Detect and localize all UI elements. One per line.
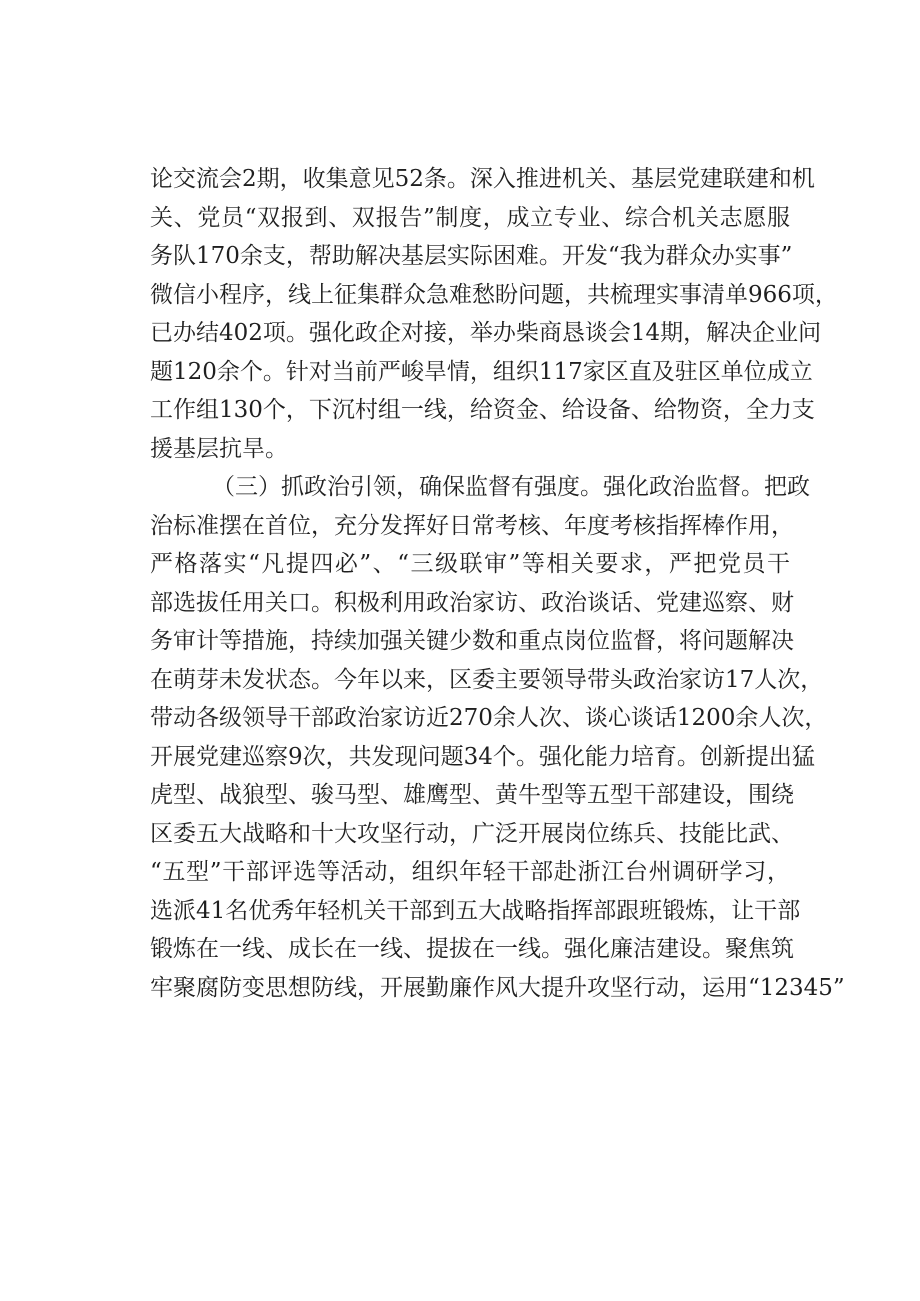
paragraph-2 [150, 468, 845, 1007]
text-line: 已办结402项。强化政企对接，举办柴商恳谈会14期，解决企业问 [150, 320, 822, 346]
text-line: 在萌芽未发状态。今年以来，区委主要领导带头政治家访17人次， [150, 666, 824, 693]
text-line: “五型”干部评选等活动，组织年轻干部赴浙江台州调研学习， [150, 859, 790, 885]
text-line: 援基层抗旱。 [150, 435, 288, 462]
text-line: 题120余个。针对当前严峻旱情，组织117家区直及驻区单位成立 [150, 358, 813, 385]
text-line: 带动各级领导干部政治家访近270余人次、谈心谈话1200余人次， [150, 705, 828, 731]
text-line: 务队170余支，帮助解决基层实际困难。开发“我为群众办实事” [150, 243, 793, 269]
text-line: 虎型、战狼型、骏马型、雄鹰型、黄牛型等五型干部建设，围绕 [150, 782, 794, 808]
text-line: 治标准摆在首位，充分发挥好日常考核、年度考核指挥棒作用， [150, 512, 794, 539]
text-line: 锻炼在一线、成长在一线、提拔在一线。强化廉洁建设。聚焦筑 [150, 936, 794, 962]
paragraph-1 [150, 160, 838, 468]
text-line: 论交流会2期，收集意见52条。深入推进机关、基层党建联建和机 [150, 166, 815, 192]
text-line: 牢聚腐防变思想防线，开展勤廉作风大提升攻坚行动，运用“12345” [150, 974, 845, 1001]
text-line: 关、党员“双报到、双报告”制度，成立专业、综合机关志愿服 [150, 204, 790, 231]
text-line: 工作组130个，下沉村组一线，给资金、给设备、给物资，全力支 [150, 397, 815, 423]
document-body [150, 160, 845, 1007]
text-line: 区委五大战略和十大攻坚行动，广泛开展岗位练兵、技能比武、 [150, 820, 794, 847]
text-line: 微信小程序，线上征集群众急难愁盼问题，共梳理实事清单966项， [150, 281, 838, 308]
section-heading-line: （三）抓政治引领，确保监督有强度。强化政治监督。把政 [212, 474, 810, 500]
text-line: 严格落实“凡提四必”、“三级联审”等相关要求，严把党员干 [150, 551, 790, 577]
text-line: 务审计等措施，持续加强关键少数和重点岗位监督，将问题解决 [150, 628, 794, 654]
text-line: 开展党建巡察9次，共发现问题34个。强化能力培育。创新提出猛 [150, 743, 815, 770]
text-line: 选派41名优秀年轻机关干部到五大战略指挥部跟班锻炼，让干部 [150, 897, 801, 924]
text-line: 部选拔任用关口。积极利用政治家访、政治谈话、党建巡察、财 [150, 589, 794, 616]
